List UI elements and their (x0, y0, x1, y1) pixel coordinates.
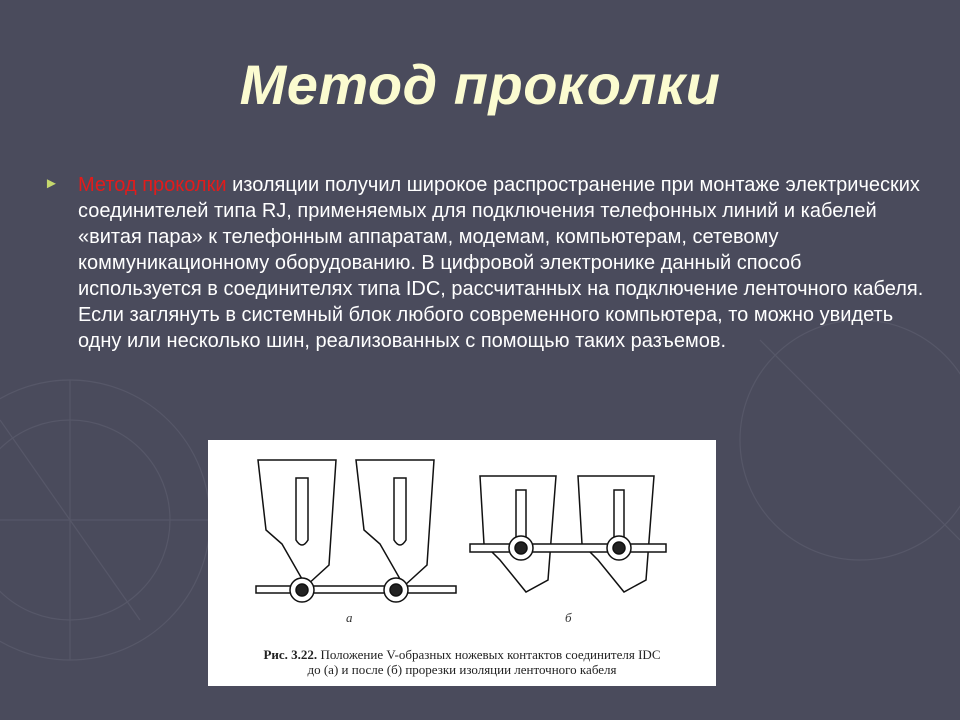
figure-label-a: а (346, 610, 353, 625)
wire-core-a1 (296, 584, 308, 596)
bullet-text (78, 172, 928, 354)
figure-caption (208, 647, 716, 677)
bullet-body: изоляции получил широкое распространение при монтаже электрических соединителей типа RJ, применяемых для подключения телефонных линий и кабелей «витая пара» к телефонным аппаратам, модемам, компьютерам, сетевому коммуникационному оборудованию. В цифровой электронике данный способ используется в соединителях типа IDC, рассчитанных на подключение ленточного кабеля. Если заглянуть в системный блок любого современного компьютера, то можно увидеть одну или несколько шин, реализованных с помощью таких разъемов. (78, 174, 924, 352)
cable-a (256, 586, 456, 593)
cable-b (470, 544, 666, 552)
wire-core-b2 (613, 542, 625, 554)
wire-core-a2 (390, 584, 402, 596)
highlighted-term: Метод проколки (78, 174, 227, 196)
figure-label-b: б (565, 610, 572, 625)
slot-a2 (394, 478, 406, 545)
bullet-arrow-icon: ► (44, 175, 59, 192)
caption-ref: Рис. 3.22. (263, 647, 318, 662)
slot-a1 (296, 478, 308, 545)
slide-title: Метод проколки (239, 53, 721, 116)
idc-diagram-figure (208, 440, 716, 686)
caption-line2: до (а) и после (б) прорезки изоляции ленточного кабеля (307, 662, 617, 677)
wire-core-b1 (515, 542, 527, 554)
caption-line1: Положение V-образных ножевых контактов соединителя IDC (320, 647, 661, 662)
